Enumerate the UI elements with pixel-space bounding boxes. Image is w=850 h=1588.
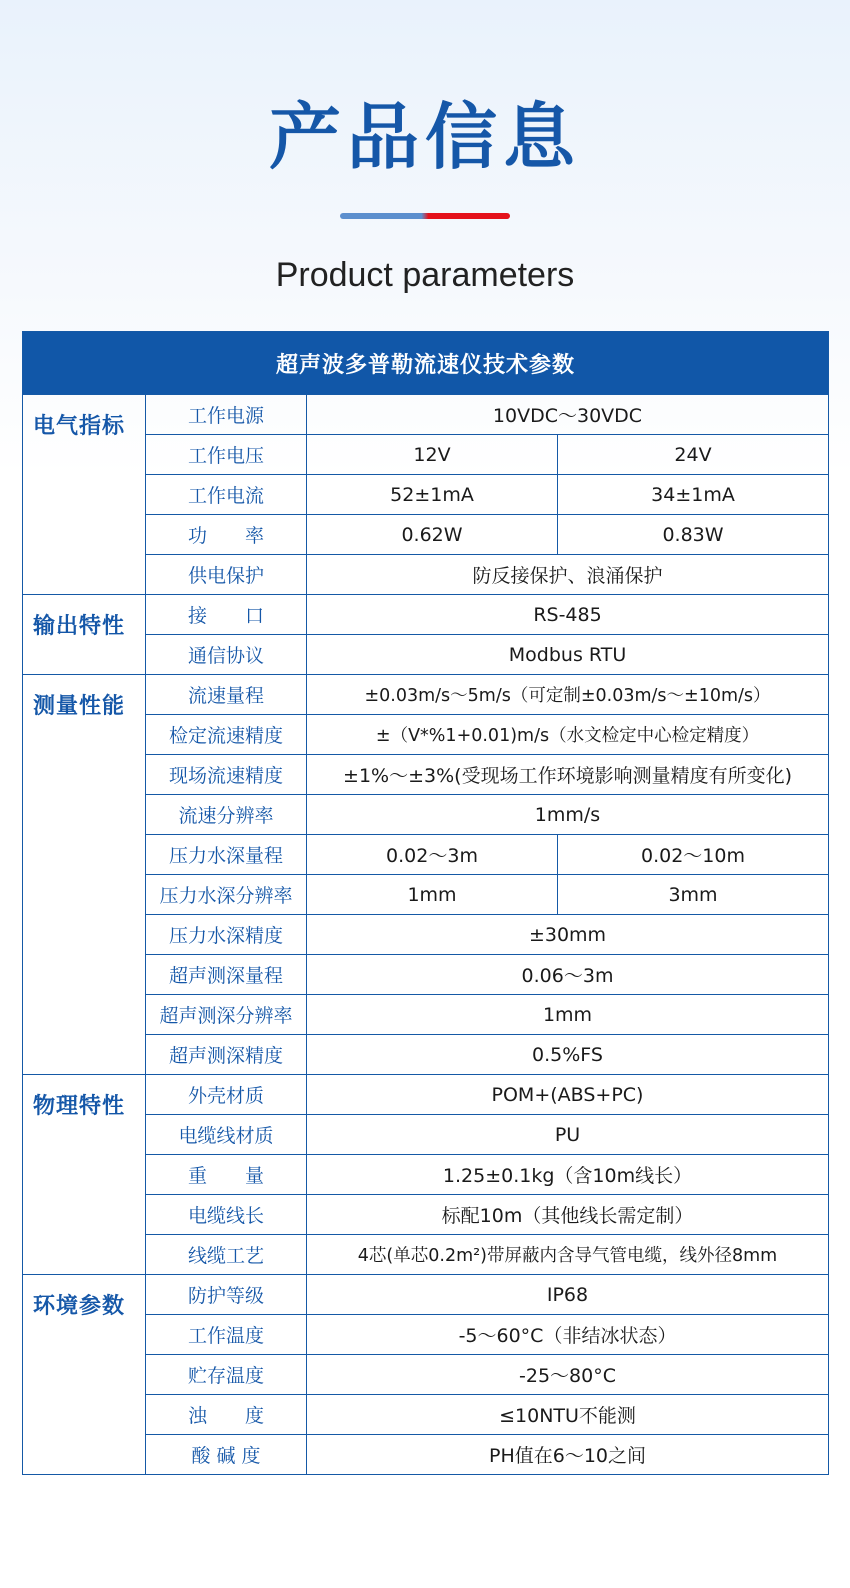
param-value: 12V xyxy=(307,435,558,475)
param-name: 工作温度 xyxy=(146,1315,307,1355)
param-value: 0.02～10m xyxy=(558,835,829,875)
title-underline xyxy=(340,213,510,219)
param-name: 流速量程 xyxy=(146,675,307,715)
param-name: 超声测深精度 xyxy=(146,1035,307,1075)
table-row xyxy=(23,595,829,635)
param-value: 0.62W xyxy=(307,515,558,555)
param-name: 工作电源 xyxy=(146,395,307,435)
param-value: 1.25±0.1kg（含10m线长） xyxy=(307,1155,829,1195)
param-name: 超声测深量程 xyxy=(146,955,307,995)
param-value: RS-485 xyxy=(307,595,829,635)
param-name: 外壳材质 xyxy=(146,1075,307,1115)
category-cell: 测量性能 xyxy=(23,675,146,1075)
param-name: 功 率 xyxy=(146,515,307,555)
param-value: 0.06～3m xyxy=(307,955,829,995)
table-row xyxy=(23,1275,829,1315)
param-name: 检定流速精度 xyxy=(146,715,307,755)
param-value: ±（V*%1+0.01)m/s（水文检定中心检定精度） xyxy=(307,715,829,755)
param-value: PH值在6～10之间 xyxy=(307,1435,829,1475)
category-cell: 环境参数 xyxy=(23,1275,146,1475)
param-name: 电缆线长 xyxy=(146,1195,307,1235)
param-value: 0.83W xyxy=(558,515,829,555)
param-name: 压力水深量程 xyxy=(146,835,307,875)
page-subtitle: Product parameters xyxy=(275,256,575,294)
param-value: ±0.03m/s～5m/s（可定制±0.03m/s～±10m/s） xyxy=(307,675,829,715)
param-value: 1mm xyxy=(307,995,829,1035)
param-value: ±30mm xyxy=(307,915,829,955)
param-name: 工作电压 xyxy=(146,435,307,475)
param-value: 标配10m（其他线长需定制） xyxy=(307,1195,829,1235)
param-value: Modbus RTU xyxy=(307,635,829,675)
param-name: 酸 碱 度 xyxy=(146,1435,307,1475)
param-value: ≤10NTU不能测 xyxy=(307,1395,829,1435)
param-name: 浊 度 xyxy=(146,1395,307,1435)
param-value: ±1%～±3%(受现场工作环境影响测量精度有所变化) xyxy=(307,755,829,795)
param-value: 1mm xyxy=(307,875,558,915)
table-heading-row xyxy=(23,332,829,395)
spec-table xyxy=(22,331,829,1475)
param-name: 重 量 xyxy=(146,1155,307,1195)
table-row xyxy=(23,675,829,715)
param-name: 防护等级 xyxy=(146,1275,307,1315)
param-value: 10VDC～30VDC xyxy=(307,395,829,435)
table-row xyxy=(23,395,829,435)
param-name: 接 口 xyxy=(146,595,307,635)
param-name: 流速分辨率 xyxy=(146,795,307,835)
param-value: 3mm xyxy=(558,875,829,915)
param-value: POM+(ABS+PC) xyxy=(307,1075,829,1115)
param-name: 超声测深分辨率 xyxy=(146,995,307,1035)
param-value: 防反接保护、浪涌保护 xyxy=(307,555,829,595)
param-value: 34±1mA xyxy=(558,475,829,515)
param-value: -5～60°C（非结冰状态） xyxy=(307,1315,829,1355)
category-cell: 输出特性 xyxy=(23,595,146,675)
param-name: 通信协议 xyxy=(146,635,307,675)
param-name: 电缆线材质 xyxy=(146,1115,307,1155)
category-cell: 物理特性 xyxy=(23,1075,146,1275)
param-value: 0.5%FS xyxy=(307,1035,829,1075)
param-name: 工作电流 xyxy=(146,475,307,515)
param-name: 现场流速精度 xyxy=(146,755,307,795)
param-value: 1mm/s xyxy=(307,795,829,835)
param-name: 供电保护 xyxy=(146,555,307,595)
param-name: 压力水深精度 xyxy=(146,915,307,955)
param-value: PU xyxy=(307,1115,829,1155)
param-value: 52±1mA xyxy=(307,475,558,515)
param-value: IP68 xyxy=(307,1275,829,1315)
param-value: 0.02～3m xyxy=(307,835,558,875)
param-name: 线缆工艺 xyxy=(146,1235,307,1275)
category-cell: 电气指标 xyxy=(23,395,146,595)
param-value: -25～80°C xyxy=(307,1355,829,1395)
param-value: 4芯(单芯0.2m²)带屏蔽内含导气管电缆，线外径8mm xyxy=(307,1235,829,1275)
table-row xyxy=(23,1075,829,1115)
param-name: 贮存温度 xyxy=(146,1355,307,1395)
param-value: 24V xyxy=(558,435,829,475)
param-name: 压力水深分辨率 xyxy=(146,875,307,915)
table-heading: 超声波多普勒流速仪技术参数 xyxy=(23,332,829,395)
page-title: 产品信息 xyxy=(268,95,581,179)
